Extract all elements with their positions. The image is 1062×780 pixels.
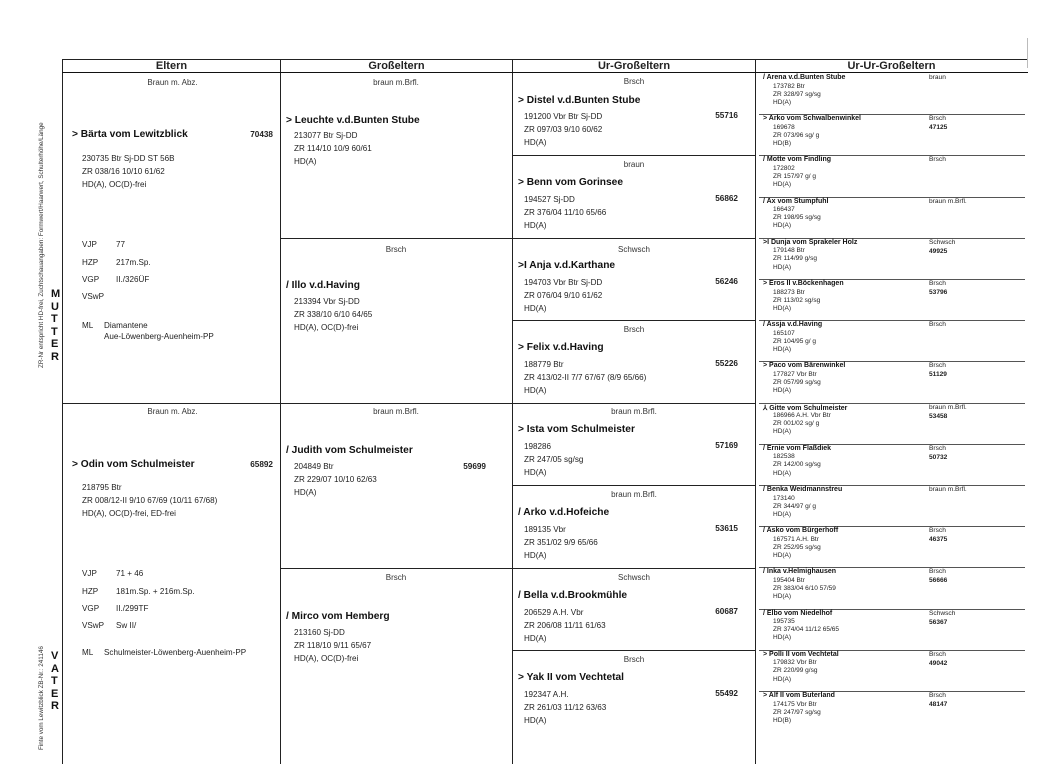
coat-color: Schwsch [617, 245, 650, 254]
grandparent [284, 75, 508, 235]
vgp-value: II./326ÜF [116, 275, 150, 284]
dog-number: 49925 [929, 247, 948, 255]
vjp-label: VJP [82, 240, 97, 249]
dog-detail: 230735 Btr Sj-DD ST 56B [82, 154, 175, 163]
dog-detail: HD(A) [773, 675, 792, 683]
grid-line [512, 59, 513, 764]
grid-line [280, 59, 281, 764]
dog-number: 56367 [929, 618, 948, 626]
dog-detail: 173782 Btr [773, 82, 805, 90]
dog-detail: 206529 A.H. Vbr [524, 608, 584, 617]
dog-detail: ZR 157/97 g/ g [773, 173, 816, 181]
great-grandparent [516, 157, 752, 237]
dog-detail: ZR 220/99 g/sg [773, 667, 818, 675]
coat-color: Brsch [929, 650, 946, 658]
dog-name: / Elbo vom Niedelhof [763, 609, 833, 617]
dog-detail: HD(A), OC(D)-frei, ED-frei [82, 509, 176, 518]
header-eltern: Eltern [62, 59, 281, 73]
dog-detail: 194703 Vbr Btr Sj-DD [524, 278, 603, 287]
vgp-label: VGP [82, 275, 100, 284]
header-ur-grosseltern: Ur-Großeltern [512, 59, 756, 73]
coat-color: Brsch [623, 655, 645, 664]
coat-color: Brsch [929, 568, 946, 576]
dog-detail: 218795 Btr [82, 483, 122, 492]
dog-name: > Odin vom Schulmeister [72, 459, 195, 470]
dog-detail: HD(A) [773, 346, 792, 354]
ancestor-entry [759, 568, 1025, 609]
coat-color: braun m.Brfl. [929, 197, 967, 205]
coat-color: braun m.Brfl. [373, 78, 419, 87]
vjp-value: 77 [116, 240, 126, 249]
coat-color: braun m.Brfl. [929, 486, 967, 493]
dog-name: / Illo v.d.Having [286, 280, 360, 291]
coat-color: Brsch [929, 156, 946, 164]
ancestor-entry [759, 321, 1025, 362]
coat-color: braun m.Brfl. [373, 407, 419, 416]
grid-line [62, 59, 63, 764]
dog-number: 53615 [715, 524, 738, 533]
great-grandparent [516, 321, 752, 401]
great-grandparent [516, 569, 752, 649]
dog-detail: ZR 142/00 sg/sg [773, 461, 821, 469]
dog-detail: ZR 229/07 10/10 62/63 [294, 475, 377, 484]
ancestor-entry [759, 527, 1025, 568]
dog-name: > Distel v.d.Bunten Stube [518, 95, 641, 106]
grid-line [513, 155, 756, 156]
great-grandparent [516, 651, 752, 761]
dog-detail: HD(A) [773, 428, 792, 436]
dog-detail: 177827 Vbr Btr [773, 370, 817, 378]
dog-detail: HD(A), OC(D)-frei [294, 323, 359, 332]
coat-color: Brsch [929, 692, 946, 699]
coat-color: Brsch [929, 362, 946, 370]
dog-detail: HD(A) [773, 593, 792, 601]
side-note-bottom: Finte vom Lewitzblick ZB-Nr.: 241146 [38, 646, 45, 750]
dog-detail: 169678 [773, 123, 795, 131]
dog-detail: ZR 008/12-II 9/10 67/69 (10/11 67/68) [82, 496, 218, 505]
dog-number: 56862 [715, 194, 738, 203]
dog-number: 53796 [929, 289, 948, 296]
dog-name: > Ista vom Schulmeister [518, 424, 635, 435]
vswp-label: VSwP [82, 621, 105, 630]
ml-label: ML [82, 321, 94, 330]
dog-name: / Asko vom Bürgerhoff [763, 527, 839, 535]
dog-name: > Paco vom Bärenwinkel [763, 362, 846, 370]
grandparent [284, 569, 508, 759]
dog-detail: ZR 038/16 10/10 61/62 [82, 167, 165, 176]
dog-detail: HD(A) [773, 634, 792, 642]
dog-name: / Ernie vom Flaßdiek [763, 444, 832, 452]
dog-detail: ZR 198/95 sg/sg [773, 214, 821, 222]
dog-detail: HD(A) [773, 181, 792, 189]
coat-color: Brsch [385, 573, 407, 582]
dog-number: 56246 [715, 277, 738, 286]
dog-detail: HD(A) [524, 138, 547, 147]
dog-detail: ZR 118/10 9/11 65/67 [294, 641, 372, 650]
dog-detail: HD(A) [294, 157, 317, 166]
vswp-label: VSwP [82, 292, 105, 301]
dog-detail: 198286 [524, 442, 552, 451]
vater-label: V A T E R [51, 650, 59, 712]
coat-color: Brsch [929, 280, 946, 287]
great-great-grandparents [759, 73, 1025, 763]
coat-color: Brsch [929, 115, 946, 123]
great-grandparent [516, 75, 752, 155]
dog-detail: HD(A) [773, 304, 792, 312]
dog-number: 57169 [715, 441, 738, 450]
vjp-label: VJP [82, 569, 97, 578]
dog-detail: ZR 252/95 sg/sg [773, 543, 821, 551]
dog-detail: ZR 351/02 9/9 65/66 [524, 538, 598, 547]
dog-detail: 195735 [773, 618, 795, 626]
dog-detail: 189135 Vbr [524, 525, 566, 534]
dog-detail: ZR 114/99 g/sg [773, 255, 817, 263]
dog-detail: 179148 Btr [773, 247, 805, 255]
vgp-label: VGP [82, 604, 100, 613]
coat-color: Brsch [929, 321, 946, 329]
dog-detail: 195404 Btr [773, 576, 805, 584]
dog-detail: HD(A) [524, 221, 547, 230]
dog-detail: ZR 097/03 9/10 60/62 [524, 125, 603, 134]
dog-detail: HD(A) [773, 510, 792, 518]
dog-detail: ZR 247/05 sg/sg [524, 455, 584, 464]
dog-detail: 188273 Btr [773, 288, 805, 296]
dog-detail: HD(A) [524, 304, 547, 313]
coat-color: Brsch [623, 77, 645, 86]
ml-value: Schulmeister-Löwenberg-Auenheim-PP [104, 648, 247, 657]
dog-number: 70438 [250, 130, 273, 139]
ancestor-entry [759, 115, 1025, 156]
dog-name: / Inka v.Helmighausen [763, 568, 837, 576]
parent-father [70, 404, 275, 762]
grandparent [284, 239, 508, 399]
dog-detail: HD(A), OC(D)-frei [82, 180, 147, 189]
dog-detail: HD(A) [524, 551, 547, 560]
ml-value: Diamantene [104, 321, 148, 330]
dog-name: > Polli II vom Vechtetal [763, 650, 839, 658]
dog-detail: ZR 113/02 sg/sg [773, 296, 821, 304]
hzp-value: 181m.Sp. + 216m.Sp. [116, 587, 195, 596]
hzp-value: 217m.Sp. [116, 258, 151, 267]
dog-detail: 213394 Vbr Sj-DD [294, 297, 360, 306]
dog-detail: HD(A) [773, 387, 792, 395]
dog-detail: HD(B) [773, 716, 792, 724]
dog-detail: HD(A) [773, 263, 792, 271]
dog-detail: 172802 [773, 164, 795, 172]
dog-detail: HD(B) [773, 140, 792, 148]
dog-name: > Bärta vom Lewitzblick [72, 129, 188, 140]
dog-detail: ZR 413/02-II 7/7 67/67 (8/9 65/66) [524, 373, 647, 382]
dog-detail: HD(A) [524, 386, 547, 395]
dog-name: / Benka Weidmannstreu [763, 486, 843, 493]
dog-detail: 167571 A.H. Btr [773, 535, 819, 543]
dog-detail: HD(A) [524, 468, 547, 477]
ancestor-entry [759, 362, 1025, 403]
dog-number: 55226 [715, 359, 738, 368]
coat-color: Schwsch [617, 573, 650, 582]
vswp-value: Sw II/ [116, 621, 137, 630]
dog-detail: 179832 Vbr Btr [773, 659, 817, 667]
dog-name: / Ax vom Stumpfuhl [763, 197, 829, 205]
dog-detail: HD(A) [524, 716, 547, 725]
dog-name: / Motte vom Findling [763, 156, 832, 164]
dog-name: > Alf II vom Buterland [763, 692, 835, 699]
dog-name: > Benn vom Gorinsee [518, 177, 624, 188]
dog-name: ⅄ Gitte vom Schulmeister [763, 404, 848, 412]
grid-line [755, 59, 756, 764]
ancestor-entry [759, 156, 1025, 197]
dog-number: 48147 [929, 701, 948, 708]
vjp-value: 71 + 46 [116, 569, 144, 578]
dog-name: >I Dunja vom Sprakeler Holz [763, 238, 858, 246]
dog-name: > Yak II vom Vechtetal [518, 672, 624, 683]
dog-number: 56666 [929, 577, 948, 585]
dog-number: 59699 [463, 462, 486, 471]
dog-name: > Arko vom Schwalbenwinkel [763, 115, 861, 123]
dog-detail: ZR 374/04 11/12 65/65 [773, 626, 840, 634]
ancestor-entry [759, 651, 1025, 692]
dog-detail: HD(A) [524, 634, 547, 643]
dog-detail: 182538 [773, 453, 795, 461]
coat-color: braun m.Brfl. [611, 490, 657, 499]
dog-number: 49042 [929, 659, 948, 667]
dog-detail: HD(A) [294, 488, 317, 497]
dog-detail: HD(A) [773, 98, 792, 106]
coat-color: Brsch [929, 444, 946, 452]
coat-color: braun m.Brfl. [611, 407, 657, 416]
dog-detail: ZR 338/10 6/10 64/65 [294, 310, 373, 319]
dog-detail: 192347 A.H. [524, 690, 569, 699]
header-ur-ur-grosseltern: Ur-Ur-Großeltern [755, 59, 1028, 73]
dog-detail: HD(A) [773, 552, 792, 560]
dog-detail: ZR 114/10 10/9 60/61 [294, 144, 372, 153]
hzp-label: HZP [82, 587, 99, 596]
dog-detail: HD(A), OC(D)-frei [294, 654, 359, 663]
dog-detail: ZR 376/04 11/10 65/66 [524, 208, 607, 217]
coat-color: braun m.Brfl. [929, 403, 967, 411]
ancestor-entry [759, 445, 1025, 486]
dog-detail: 194527 Sj-DD [524, 195, 575, 204]
grandparent [284, 404, 508, 564]
dog-number: 47125 [929, 124, 948, 132]
dog-detail: HD(A) [773, 222, 792, 230]
dog-name: / Judith vom Schulmeister [286, 445, 413, 456]
dog-detail: 166437 [773, 206, 795, 214]
side-note-top: ZR-Nr entspricht HD-frei, Zuchtschauangaben: Formwert/Haarwert, Schulterhöhe/Länge [38, 122, 45, 368]
dog-name: > Leuchte v.d.Bunten Stube [286, 115, 420, 126]
dog-detail: 191200 Vbr Btr Sj-DD [524, 112, 603, 121]
ml-label: ML [82, 648, 94, 657]
hzp-label: HZP [82, 258, 99, 267]
dog-number: 53458 [929, 412, 948, 420]
dog-name: >I Anja v.d.Karthane [518, 260, 616, 271]
dog-number: 55716 [715, 111, 738, 120]
ancestor-entry [759, 74, 1025, 115]
coat-color: Schwsch [929, 238, 956, 246]
ancestor-entry [759, 692, 1025, 733]
dog-number: 55492 [715, 689, 738, 698]
dog-detail: 174175 Vbr Btr [773, 700, 817, 708]
dog-detail: ZR 073/96 sg/ g [773, 131, 820, 139]
mutter-label: M U T T E R [51, 288, 61, 363]
coat-color: Brsch [623, 325, 645, 334]
vgp-value: II./299TF [116, 604, 149, 613]
ancestor-entry [759, 280, 1025, 321]
dog-detail: ZR 344/97 g/ g [773, 502, 816, 510]
dog-detail: ZR 104/95 g/ g [773, 337, 816, 345]
dog-number: 60687 [715, 607, 738, 616]
dog-number: 50732 [929, 453, 948, 461]
dog-detail: 204849 Btr [294, 462, 334, 471]
coat-color: Brsch [929, 527, 946, 535]
dog-name: / Bella v.d.Brookmühle [518, 590, 628, 601]
dog-name: / Arko v.d.Hofeiche [518, 507, 610, 518]
dog-detail: ZR 057/99 sg/sg [773, 379, 821, 387]
great-grandparent [516, 239, 752, 319]
dog-detail: ZR 247/97 sg/sg [773, 708, 821, 716]
dog-name: / Assja v.d.Having [763, 321, 823, 329]
ancestor-entry [759, 486, 1025, 527]
dog-detail: ZR 328/97 sg/sg [773, 90, 821, 98]
ancestor-entry [759, 404, 1025, 445]
great-grandparent [516, 486, 752, 566]
dog-detail: ZR 261/03 11/12 63/63 [524, 703, 607, 712]
coat-color: Schwsch [929, 609, 956, 617]
dog-detail: HD(A) [773, 469, 792, 477]
ancestor-entry [759, 198, 1025, 239]
coat-color: Braun m. Abz. [147, 407, 198, 416]
dog-detail: 173140 [773, 494, 795, 502]
dog-detail: 165107 [773, 329, 795, 337]
dog-detail: ZR 383/04 6/10 57/59 [773, 585, 836, 593]
dog-detail: ZR 076/04 9/10 61/62 [524, 291, 603, 300]
coat-color: Braun m. Abz. [147, 78, 198, 87]
ancestor-entry [759, 610, 1025, 651]
coat-color: Brsch [385, 245, 407, 254]
dog-number: 46375 [929, 536, 948, 544]
great-grandparent [516, 404, 752, 484]
dog-name: > Eros II v.Böckenhagen [763, 280, 844, 287]
dog-detail: ZR 206/08 11/11 61/63 [524, 621, 606, 630]
coat-color: braun [623, 160, 645, 169]
ancestor-entry [759, 239, 1025, 280]
dog-name: / Mirco vom Hemberg [286, 611, 390, 622]
dog-detail: 188779 Btr [524, 360, 564, 369]
header-grosseltern: Großeltern [280, 59, 513, 73]
dog-name: / Arena v.d.Bunten Stube [763, 74, 846, 81]
dog-detail: 213160 Sj-DD [294, 628, 345, 637]
coat-color: braun [929, 74, 946, 81]
dog-number: 65892 [250, 460, 273, 469]
parent-mother [70, 75, 275, 400]
dog-name: > Felix v.d.Having [518, 342, 604, 353]
dog-detail: 213077 Btr Sj-DD [294, 131, 358, 140]
ml-value-2: Aue-Löwenberg-Auenheim-PP [104, 332, 214, 341]
dog-detail: ZR 001/02 sg/ g [773, 420, 820, 428]
dog-number: 51129 [929, 371, 947, 379]
dog-detail: 186966 A.H. Vbr Btr [773, 412, 831, 420]
